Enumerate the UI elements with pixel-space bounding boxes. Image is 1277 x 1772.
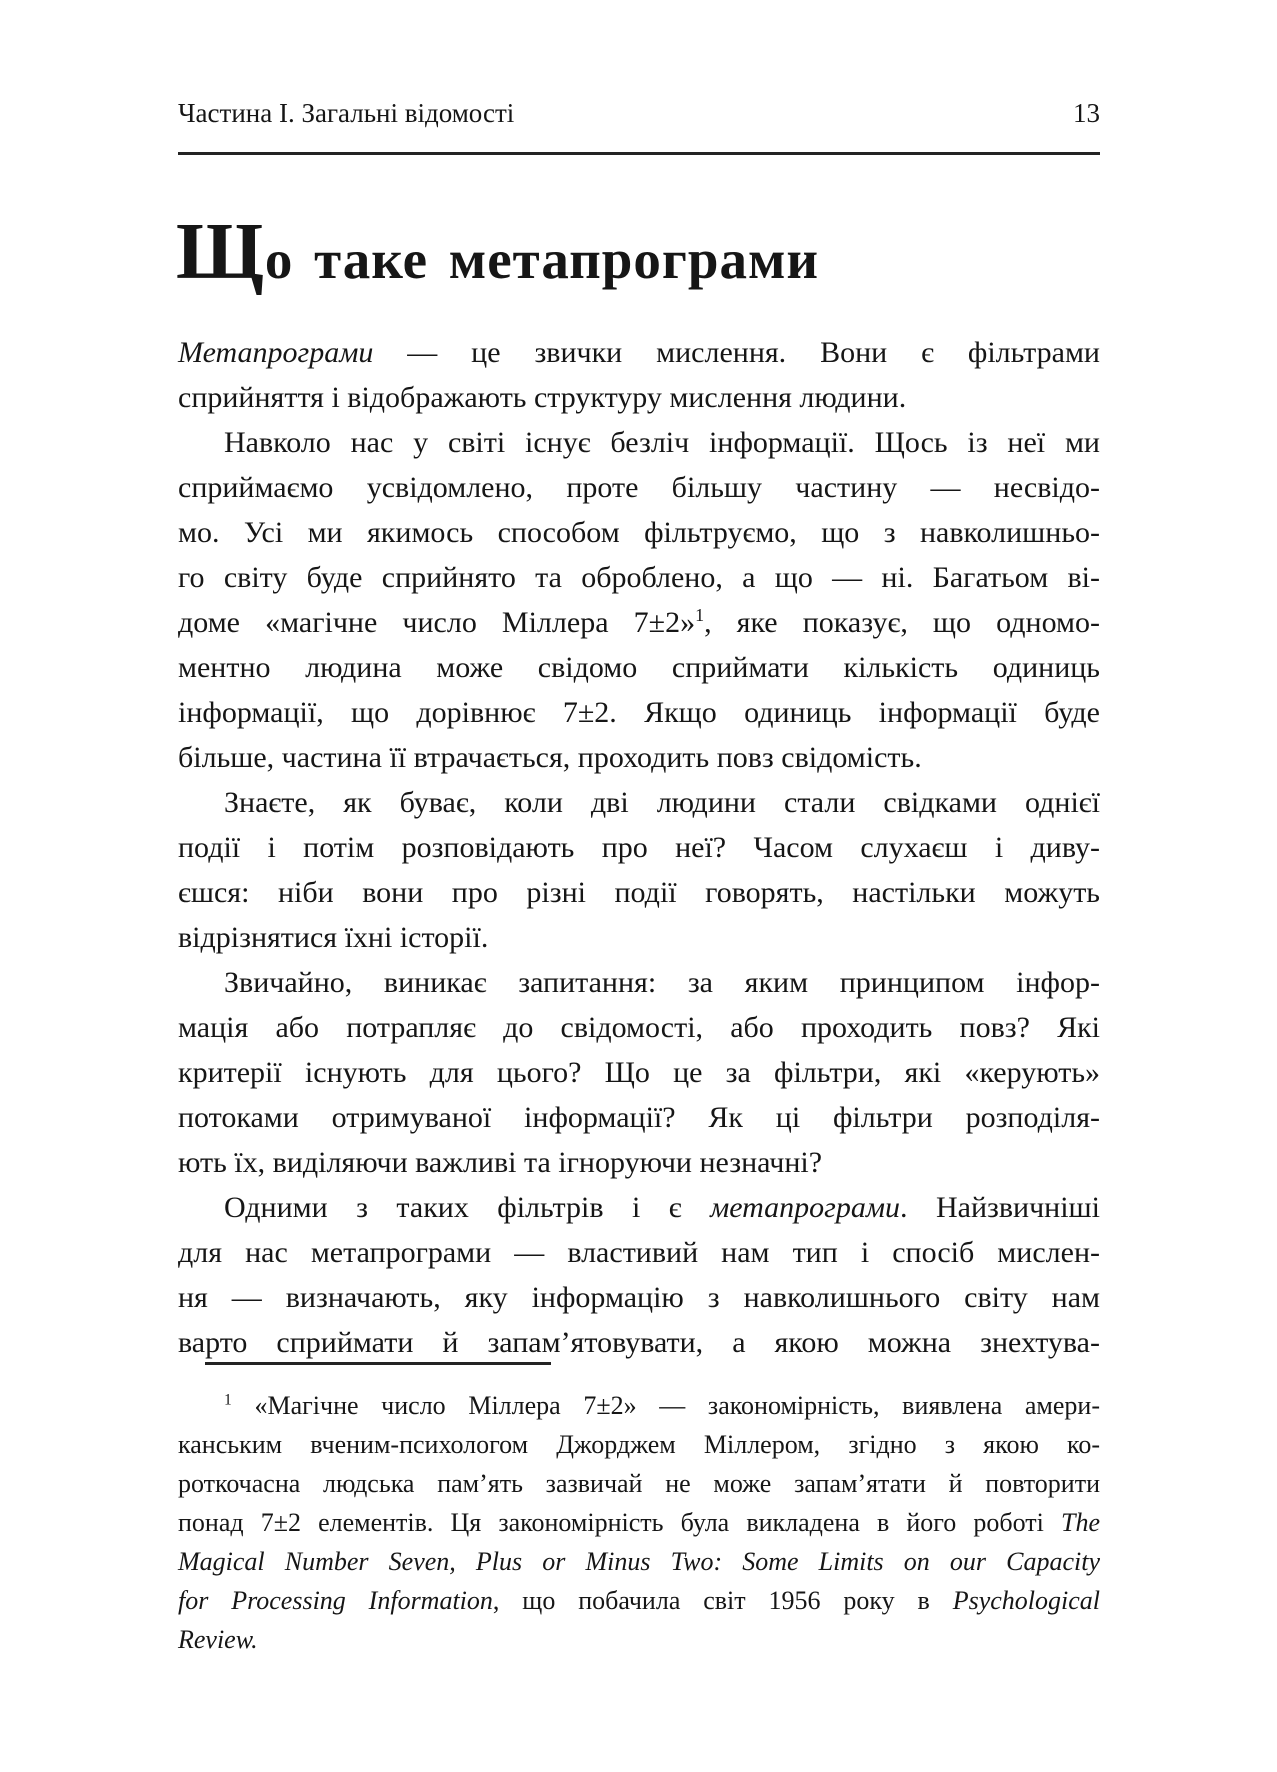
text-segment: інформації, що дорівнює 7±2. Якщо одиниць інформації буде [178, 696, 1100, 729]
text-line [178, 735, 1100, 780]
chapter-title-initial: Щ [176, 208, 265, 296]
footnote-marker: 1 [224, 1391, 232, 1409]
footnote-text [178, 1386, 1100, 1659]
text-segment: ментно людина може свідомо сприймати кількість одиниць [178, 651, 1100, 684]
text-segment: для нас метапрограми — властивий нам тип і спосіб мислен- [178, 1236, 1100, 1269]
text-segment: for Processing Information [178, 1586, 493, 1615]
text-segment: го світу буде сприйнято та оброблено, а що — ні. Багатьом ві- [178, 561, 1100, 594]
text-line [178, 1095, 1100, 1140]
text-line [178, 420, 1100, 465]
running-header-section: Частина І. Загальні відомості [178, 98, 515, 128]
text-segment: події і потім розповідають про неї? Часом слухаєш і диву- [178, 831, 1100, 864]
text-segment: , яке показує, що одномо- [704, 606, 1100, 639]
text-segment: Psychological [952, 1586, 1101, 1615]
text-segment: мація або потрапляє до свідомості, або проходить повз? Які [178, 1011, 1100, 1044]
text-segment: — це звички мислення. Вони є фільтрами [373, 336, 1100, 369]
text-line [178, 1050, 1100, 1095]
text-segment: Одними з таких фільтрів і є [224, 1191, 711, 1224]
text-segment: роткочасна людська пам’ять зазвичай не може запам’ятати й повторити [178, 1469, 1100, 1498]
text-segment: ня — визначають, яку інформацію з навколишнього світу нам [178, 1281, 1100, 1314]
text-line [178, 825, 1100, 870]
text-line [178, 1620, 1100, 1659]
text-line [178, 600, 1100, 645]
text-segment: ють їх, виділяючи важливі та ігноруючи незначні? [178, 1146, 823, 1179]
paragraph [178, 780, 1100, 960]
text-line [178, 465, 1100, 510]
text-line [178, 1542, 1100, 1581]
header-rule [178, 152, 1100, 155]
text-segment: Звичайно, виникає запитання: за яким принципом інфор- [224, 966, 1100, 999]
footnote-rule [205, 1362, 551, 1365]
text-segment: метапрограми [710, 1191, 901, 1224]
paragraph [178, 1185, 1100, 1365]
text-line [178, 1581, 1100, 1620]
text-line [178, 1386, 1100, 1425]
text-line [178, 960, 1100, 1005]
text-line [178, 510, 1100, 555]
text-segment: сприймаємо усвідомлено, проте більшу частину — несвідо- [178, 471, 1100, 504]
text-segment: Знаєте, як буває, коли дві людини стали свідками однієї [224, 786, 1100, 819]
text-segment: , що побачила світ 1956 року в [492, 1586, 953, 1615]
text-line [178, 375, 1100, 420]
text-line [178, 1503, 1100, 1542]
paragraph [178, 420, 1100, 780]
text-line [178, 1425, 1100, 1464]
chapter-title-rest: о таке метапрограми [264, 229, 820, 290]
text-segment: критерії існують для цього? Що це за фільтри, які «керують» [178, 1056, 1100, 1089]
text-line [178, 690, 1100, 735]
page-number: 13 [1073, 98, 1100, 128]
text-segment: потоками отримуваної інформації? Як ці фільтри розподіля- [178, 1101, 1100, 1134]
text-segment: єшся: ніби вони про різні події говорять, настільки можуть [178, 876, 1100, 909]
text-line [178, 330, 1100, 375]
text-segment: понад 7±2 елементів. Ця закономірність була викладена в його роботі [178, 1508, 1061, 1537]
text-line [178, 915, 1100, 960]
paragraph [178, 960, 1100, 1185]
text-segment: . Найзвичніші [900, 1191, 1100, 1224]
text-segment: Magical Number Seven, Plus or Minus Two: Some Limits on our Capacity [178, 1547, 1100, 1576]
text-line [178, 1140, 1100, 1185]
paragraph [178, 330, 1100, 420]
text-segment: доме «магічне число Міллера 7±2» [178, 606, 696, 639]
text-line [178, 1320, 1100, 1365]
text-line [178, 870, 1100, 915]
text-segment: Навколо нас у світі існує безліч інформації. Щось із неї ми [224, 426, 1100, 459]
text-line [178, 1464, 1100, 1503]
text-segment: «Магічне число Міллера 7±2» — закономірність, виявлена амери- [231, 1391, 1100, 1420]
text-line [178, 555, 1100, 600]
text-line [178, 1275, 1100, 1320]
text-segment: відрізнятися їхні історії. [178, 921, 489, 954]
footnote-marker: 1 [695, 605, 705, 625]
body-text [178, 330, 1100, 1365]
text-segment: Метапрограми [178, 336, 374, 369]
chapter-title [176, 208, 820, 296]
text-segment: The [1061, 1508, 1100, 1537]
text-segment: варто сприймати й запам’ятовувати, а якою можна знехтува- [178, 1326, 1100, 1359]
text-segment: сприйняття і відображають структуру мислення людини. [178, 381, 907, 414]
text-line [178, 645, 1100, 690]
text-line [178, 1185, 1100, 1230]
text-segment: мо. Усі ми якимось способом фільтруємо, що з навколишньо- [178, 516, 1100, 549]
text-segment: більше, частина її втрачається, проходить повз свідомість. [178, 741, 922, 774]
text-line [178, 1005, 1100, 1050]
running-header [178, 98, 1100, 129]
text-segment: канським вченим-психологом Джорджем Міллером, згідно з якою ко- [178, 1430, 1100, 1459]
text-line [178, 780, 1100, 825]
text-line [178, 1230, 1100, 1275]
text-segment: Review. [178, 1625, 258, 1654]
